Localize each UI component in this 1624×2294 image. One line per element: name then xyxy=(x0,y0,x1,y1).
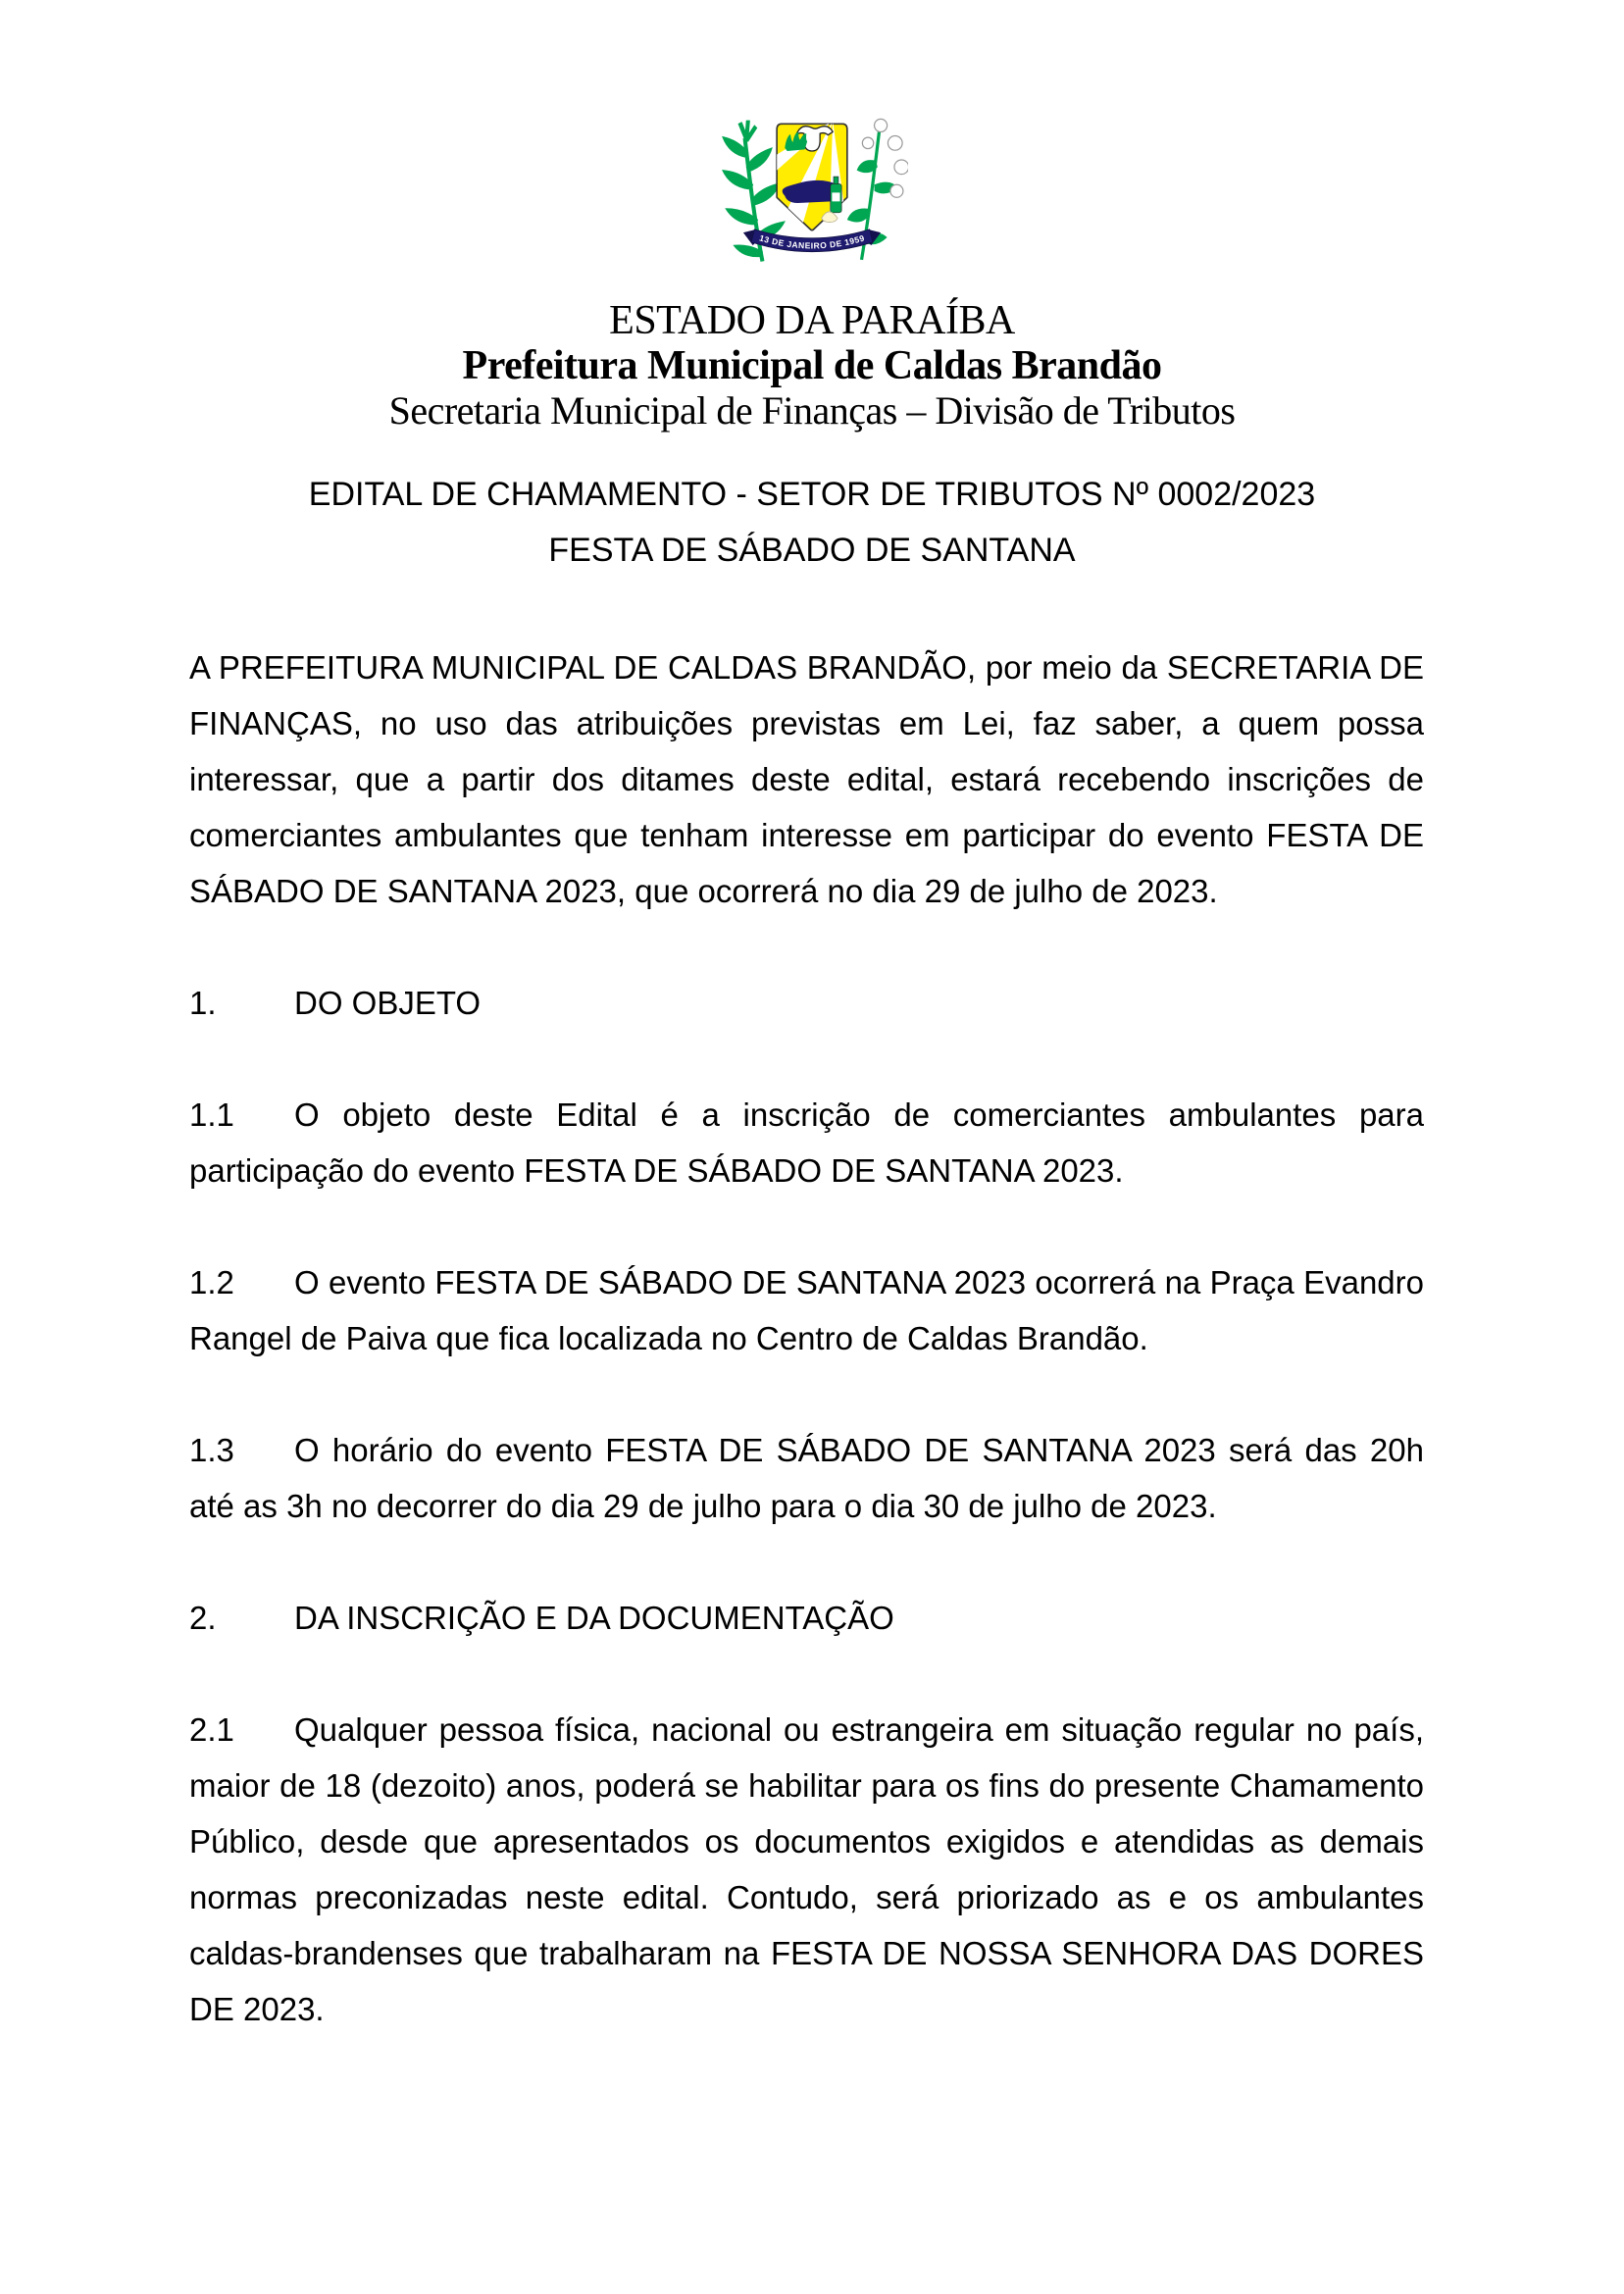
intro-paragraph: A PREFEITURA MUNICIPAL DE CALDAS BRANDÃO, por meio da SECRETARIA DE FINANÇAS, no uso das atribuições previstas em Lei, faz saber, a quem possa interessar, que a partir dos ditames deste edital, estará recebendo inscrições de comerciantes ambulantes que tenham interesse em participar do evento FESTA DE SÁBADO DE SANTANA 2023, que ocorrerá no dia 29 de julho de 2023. xyxy=(189,649,1424,909)
doc-title-line2: FESTA DE SÁBADO DE SANTANA xyxy=(548,532,1076,569)
header-municipality: Prefeitura Municipal de Caldas Brandão xyxy=(462,343,1162,388)
item-1-1-number: 1.1 xyxy=(189,1096,234,1133)
municipal-coat-of-arms-icon xyxy=(716,108,908,268)
item-1-3 xyxy=(189,1422,1424,1534)
item-2-1-text: Qualquer pessoa física, nacional ou estrangeira em situação regular no país, maior de 18 (dezoito) anos, poderá se habilitar para os fins do presente Chamamento Público, desde que apresentados os documentos exigidos e atendidas as demais normas preconizadas neste edital. Contudo, será priorizado as e os ambulantes caldas-brandenses que trabalharam na FESTA DE NOSSA SENHORA DAS DORES DE 2023. xyxy=(189,1711,1424,2027)
document-body xyxy=(0,639,1624,2037)
motto-ribbon xyxy=(743,229,881,252)
doc-title-line1: EDITAL DE CHAMAMENTO - SETOR DE TRIBUTOS Nº 0002/2023 xyxy=(308,476,1316,513)
item-1-2 xyxy=(189,1254,1424,1366)
item-1-1 xyxy=(189,1087,1424,1198)
motto-text: 13 DE JANEIRO DE 1959 xyxy=(758,232,866,251)
crest-container xyxy=(0,0,1624,273)
section-1-title: DO OBJETO xyxy=(294,985,482,1021)
document-title xyxy=(0,467,1624,579)
header-department: Secretaria Municipal de Finanças – Divisão de Tributos xyxy=(388,388,1236,433)
section-2-number: 2. xyxy=(189,1600,217,1636)
item-1-3-number: 1.3 xyxy=(189,1432,234,1468)
header-state: ESTADO DA PARAÍBA xyxy=(609,298,1015,343)
section-1-number: 1. xyxy=(189,985,217,1021)
item-2-1 xyxy=(189,1702,1424,2037)
item-1-2-text: O evento FESTA DE SÁBADO DE SANTANA 2023 ocorrerá na Praça Evandro Rangel de Paiva que fica localizada no Centro de Caldas Brandão. xyxy=(189,1264,1424,1356)
section-1-heading xyxy=(189,975,1424,1031)
item-1-1-text: O objeto deste Edital é a inscrição de comerciantes ambulantes para participação do evento FESTA DE SÁBADO DE SANTANA 2023. xyxy=(189,1096,1424,1189)
section-2-heading xyxy=(189,1590,1424,1646)
item-1-2-number: 1.2 xyxy=(189,1264,234,1300)
item-2-1-number: 2.1 xyxy=(189,1711,234,1748)
item-1-3-text: O horário do evento FESTA DE SÁBADO DE SANTANA 2023 será das 20h até as 3h no decorrer do dia 29 de julho para o dia 30 de julho de 2023. xyxy=(189,1432,1424,1524)
letterhead xyxy=(0,298,1624,433)
section-2-title: DA INSCRIÇÃO E DA DOCUMENTAÇÃO xyxy=(294,1600,894,1636)
